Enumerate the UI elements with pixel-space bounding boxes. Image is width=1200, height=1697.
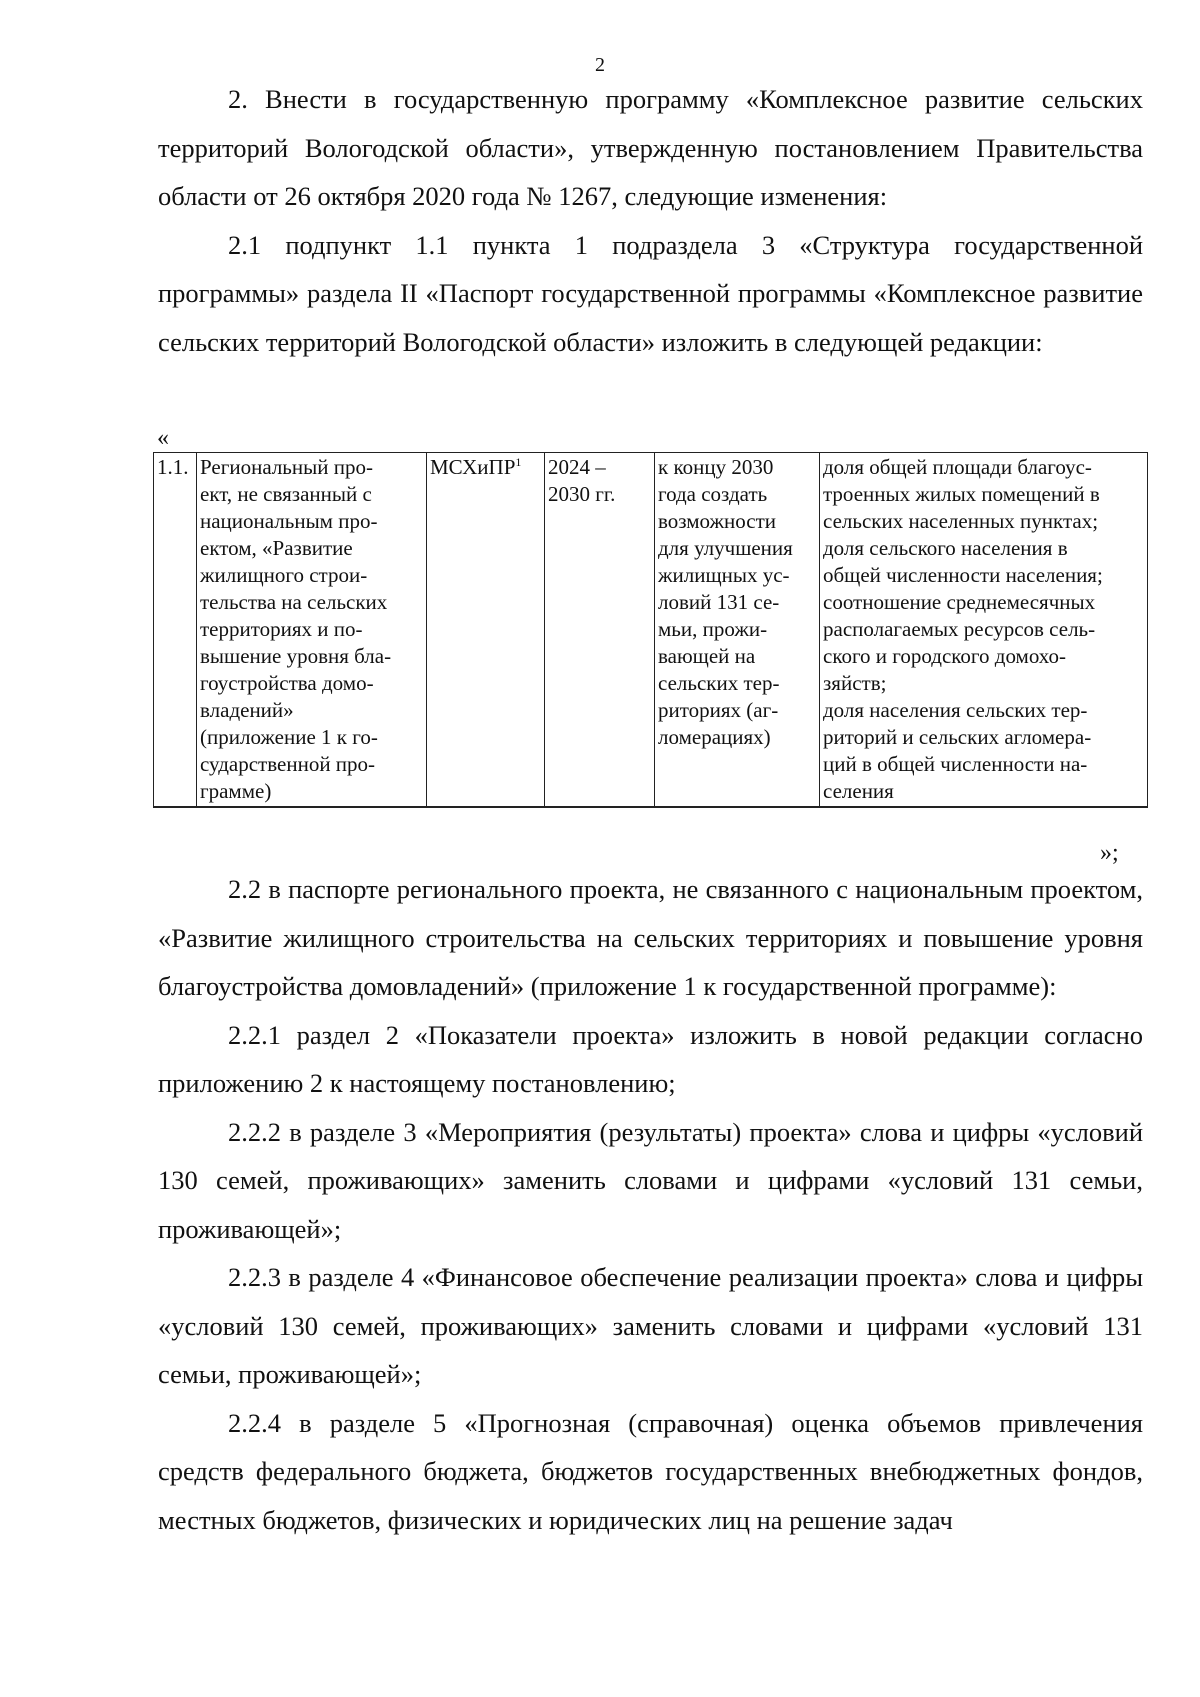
passport-structure-table xyxy=(153,452,1148,808)
page-number: 2 xyxy=(595,54,605,76)
indicators: доля общей площади благоус- троенных жилых помещений в сельских населенных пунктах; доля сельского населения в общей численности населения; соотношение среднемесячных располагаемых ресурсов сель- ского и городского домохо- зяйств; доля населения сельских тер- риторий и сельских агломера- ций в общей численности на- селения xyxy=(823,455,1103,803)
paragraph-2: 2. Внести в государственную программу «Комплексное развитие сельских территорий Вологодской области», утвержденную постановлением Правительства области от 26 октября 2020 года № 1267, следующие изменения: xyxy=(158,84,1143,211)
executor: МСХиПР xyxy=(430,455,516,479)
quote-close: »; xyxy=(1100,840,1119,866)
bottom-text-block xyxy=(158,865,1143,1544)
row-number: 1.1. xyxy=(157,455,189,479)
paragraph-2-2-3: 2.2.3 в разделе 4 «Финансовое обеспечение реализации проекта» слова и цифры «условий 130 семей, проживающих» заменить словами и цифрами «условий 131 семьи, проживающей»; xyxy=(158,1262,1143,1389)
table-row xyxy=(154,453,1148,808)
project-name: Региональный про- ект, не связанный с национальным про- ектом, «Развитие жилищного строи- тельства на сельских территориях и по- вышение уровня бла- гоустройства домо- владений» (приложение 1 к го- сударственной про- грамме) xyxy=(200,455,392,803)
period: 2024 – 2030 гг. xyxy=(548,455,616,506)
top-text-block xyxy=(158,75,1143,366)
paragraph-2-1: 2.1 подпункт 1.1 пункта 1 подраздела 3 «Структура государственной программы» раздела II «Паспорт государственной программы «Комплексное развитие сельских территорий Вологодской области» изложить в следующей редакции: xyxy=(158,229,1143,357)
paragraph-2-2-2: 2.2.2 в разделе 3 «Мероприятия (результаты) проекта» слова и цифры «условий 130 семей, проживающих» заменить словами и цифрами «условий 131 семьи, проживающей»; xyxy=(158,1116,1143,1244)
paragraph-2-2-1: 2.2.1 раздел 2 «Показатели проекта» изложить в новой редакции согласно приложению 2 к настоящему постановлению; xyxy=(158,1019,1143,1098)
goal-cell xyxy=(655,453,820,808)
paragraph-2-2-4: 2.2.4 в разделе 5 «Прогнозная (справочная) оценка объемов привлечения средств федерального бюджета, бюджетов государственных внебюджетных фондов, местных бюджетов, физических и юридических лиц на решение задач xyxy=(158,1407,1143,1535)
indicators-cell xyxy=(820,453,1148,808)
period-cell xyxy=(545,453,655,808)
row-number-cell xyxy=(154,453,197,808)
executor-cell xyxy=(427,453,545,808)
executor-footnote-mark: 1 xyxy=(515,455,522,469)
quote-open: « xyxy=(157,425,169,451)
goal: к концу 2030 года создать возможности для улучшения жилищных ус- ловий 131 се- мьи, прожи- вающей на сельских тер- риториях (аг- ломерациях) xyxy=(658,455,793,749)
paragraph-2-2: 2.2 в паспорте регионального проекта, не связанного с национальным проектом, «Развитие жилищного строительства на сельских территориях и повышение уровня благоустройства домовладений» (приложение 1 к государственной программе): xyxy=(158,874,1143,1001)
project-name-cell xyxy=(197,453,427,808)
